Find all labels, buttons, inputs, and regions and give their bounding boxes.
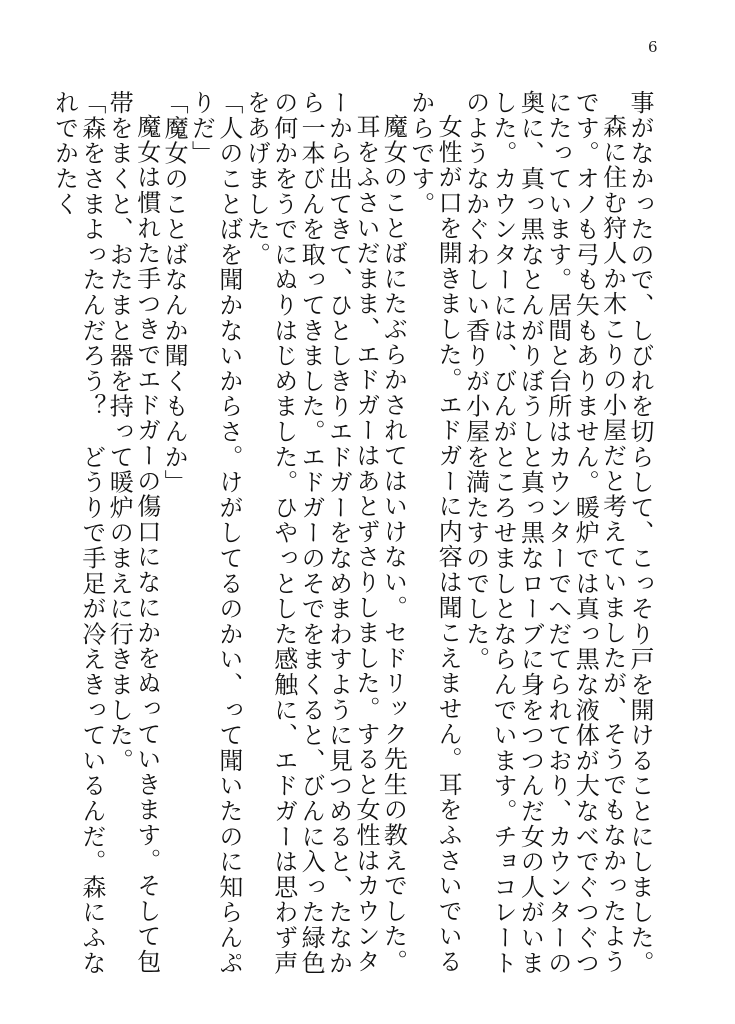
- paragraph: 女性が口を開きました。エドガーに内容は聞こえません。耳をふさいでいるからです。: [406, 90, 463, 975]
- dialogue-line: 「魔女のことばなんか聞くもんか」: [160, 90, 189, 495]
- paragraph: 耳をふさいだまま、エドガーはあとずさりしました。すると女性はカウンターから出てきて、ひとしきりエドガーをなめまわすように見つめると、たなから一本びんを取ってきました。エドガーのそでをまくると、びんに入った緑色の何かをうでにぬりはじめました。ひやっとした感触に、エドガーは思わず声をあげました。: [242, 90, 380, 976]
- paragraph: 森に住む狩人か木こりの小屋だと考えていましたが、そうでもなかったようです。オノも弓も矢もありません。暖炉では真っ黒な液体が大なべでぐつぐつにたっています。居間と台所はカウンターでへだてられており、カウンターの奥に、真っ黒なとんがりぼうしと真っ黒なローブに身をつつんだ女の人がいました。カウンターには、びんがところせましとならんでいます。チョコレートのようなかぐわしい香りが小屋を満たすのでした。: [461, 90, 627, 976]
- page-number: 6: [648, 38, 658, 56]
- paragraph: 事がなかったので、しびれを切らして、こっそり戸を開けることにしました。: [626, 90, 654, 976]
- paragraph: 魔女は慣れた手つきでエドガーの傷口になにかをぬっていきます。そして包帯をまくと、おたまと器を持って暖炉のまえに行きました。: [105, 90, 161, 975]
- dialogue-line: 「森をさまよったんだろう？ どうりで手足が冷えきっているんだ。森にふなれでかたく: [50, 90, 106, 976]
- dialogue-line: 「人のことばを聞かないからさ。けがしてるのかい、って聞いたのに知らんぷりだ」: [187, 90, 243, 976]
- paragraph: 魔女のことばにたぶらかされてはいけない。セドリック先生の教えでした。: [379, 114, 408, 975]
- vertical-body-text: [50, 90, 654, 990]
